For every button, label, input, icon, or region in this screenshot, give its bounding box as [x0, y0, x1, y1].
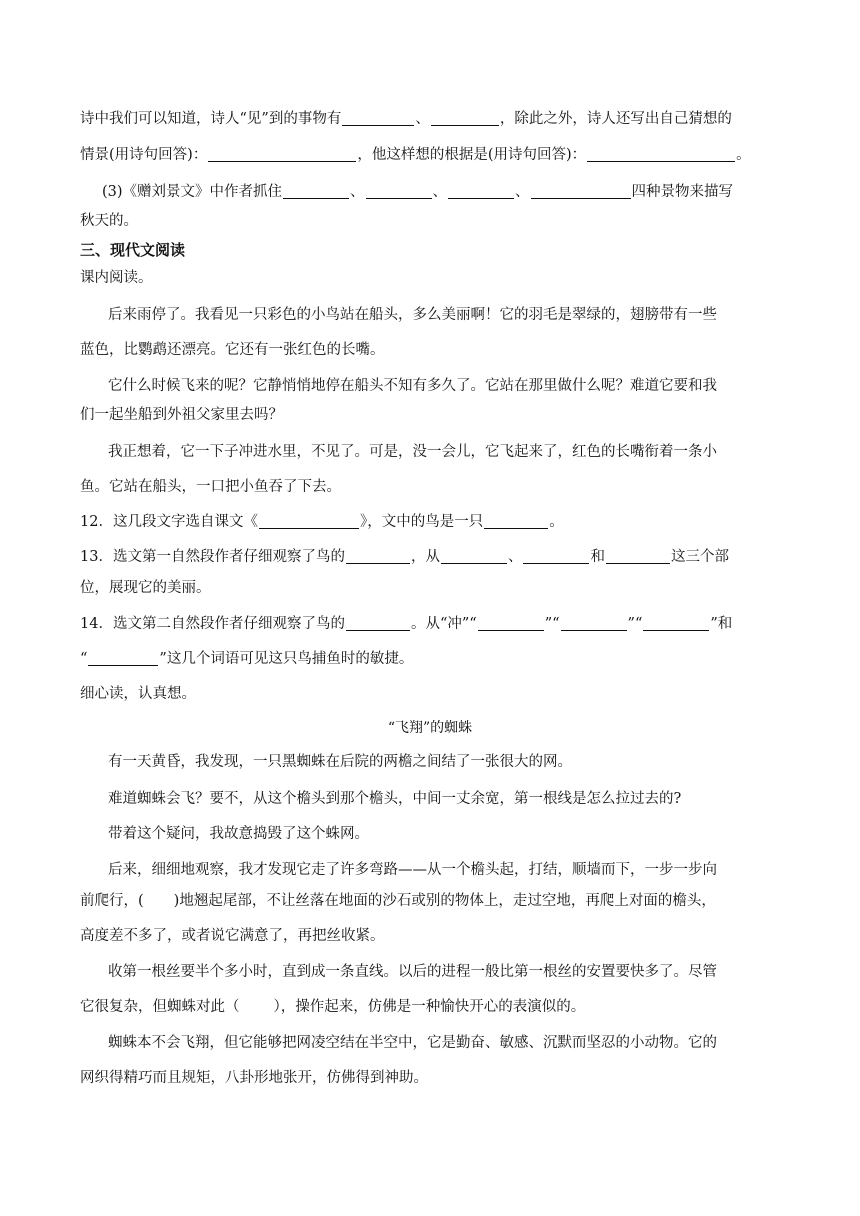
answer-blank[interactable] [606, 549, 670, 564]
answer-blank[interactable] [346, 616, 410, 631]
passage-line: 收第一根丝要半个多小时，直到成一条直线。以后的进程一般比第一根丝的安置要快多了。尽管 [108, 964, 717, 980]
passage-line: 网织得精巧而且规矩，八卦形地张开，仿佛得到神助。 [80, 1070, 428, 1086]
answer-blank[interactable] [342, 111, 414, 126]
question-line: 情景(用诗句回答)： ，他这样想的根据是(用诗句回答)： 。 [80, 147, 751, 163]
question-14: 14．选文第二自然段作者仔细观察了鸟的 。从“冲”“ ”“ ”“ ”和 [80, 616, 733, 632]
question-line: 诗中我们可以知道，诗人“见”到的事物有 、 ，除此之外，诗人还写出自己猜想的 [80, 111, 732, 127]
passage-line: 它什么时候飞来的呢？它静悄悄地停在船头不知有多久了。它站在那里做什么呢？难道它要和我 [108, 378, 717, 394]
answer-blank[interactable] [523, 549, 589, 564]
answer-blank[interactable] [643, 616, 709, 631]
passage-line: 后来，细细地观察，我才发现它走了许多弯路——从一个檐头起，打结，顺墙而下，一步一步向 [108, 862, 717, 878]
story-title: “飞翔”的蜘蛛 [387, 720, 473, 736]
answer-blank[interactable] [346, 549, 410, 564]
answer-blank[interactable] [587, 147, 735, 162]
passage-line: 蜘蛛本不会飞翔，但它能够把网凌空结在半空中，它是勤奋、敏感、沉默而坚忍的小动物。它的 [108, 1035, 717, 1051]
passage-line: 蓝色，比鹦鹉还漂亮。它还有一张红色的长嘴。 [80, 342, 385, 358]
passage-line: 高度差不多了，或者说它满意了，再把丝收紧。 [80, 928, 385, 944]
passage-line: 我正想着，它一下子冲进水里，不见了。可是，没一会儿，它飞起来了，红色的长嘴衔着一条小 [108, 444, 717, 460]
passage-line: 它很复杂，但蜘蛛对此（ ），操作起来，仿佛是一种愉快开心的表演似的。 [80, 999, 586, 1015]
question-line: (3)《赠刘景文》中作者抓住 、 、 、 四种景物来描写 [102, 184, 734, 200]
answer-blank[interactable] [478, 616, 544, 631]
answer-blank[interactable] [484, 514, 548, 529]
answer-blank[interactable] [561, 616, 627, 631]
passage-line: 后来雨停了。我看见一只彩色的小鸟站在船头，多么美丽啊！它的羽毛是翠绿的，翅膀带有一些 [108, 307, 717, 323]
passage-line: 鱼。它站在船头，一口把小鱼吞了下去。 [80, 479, 341, 495]
answer-blank[interactable] [431, 111, 499, 126]
section-heading: 三、现代文阅读 [80, 241, 186, 259]
answer-blank[interactable] [88, 651, 158, 666]
question-14-cont: “ ”这几个词语可见这只鸟捕鱼时的敏捷。 [80, 651, 414, 667]
question-line: 秋天的。 [80, 213, 138, 229]
answer-blank[interactable] [283, 184, 349, 199]
question-13: 13．选文第一自然段作者仔细观察了鸟的 ，从 、 和 这三个部 [80, 549, 729, 565]
passage-line: 们一起坐船到外祖父家里去吗？ [80, 407, 283, 423]
answer-blank[interactable] [531, 184, 631, 199]
passage-line: 前爬行，( )地翘起尾部，不让丝落在地面的沙石或别的物体上，走过空地，再爬上对面的檐头， [80, 893, 716, 909]
question-13-cont: 位，展现它的美丽。 [80, 580, 211, 596]
answer-blank[interactable] [208, 147, 356, 162]
question-12: 12．这几段文字选自课文《 》，文中的鸟是一只 。 [80, 514, 564, 530]
passage-line: 带着这个疑问，我故意捣毁了这个蛛网。 [108, 826, 369, 842]
answer-blank[interactable] [441, 549, 507, 564]
passage-line: 难道蜘蛛会飞？要不，从这个檐头到那个檐头，中间一丈余宽，第一根线是怎么拉过去的? [108, 791, 682, 807]
passage-line: 有一天黄昏，我发现，一只黑蜘蛛在后院的两檐之间结了一张很大的网。 [108, 754, 572, 770]
answer-blank[interactable] [366, 184, 432, 199]
answer-blank[interactable] [448, 184, 514, 199]
instruction: 细心读，认真想。 [80, 686, 196, 702]
answer-blank[interactable] [259, 514, 359, 529]
instruction: 课内阅读。 [80, 270, 153, 286]
